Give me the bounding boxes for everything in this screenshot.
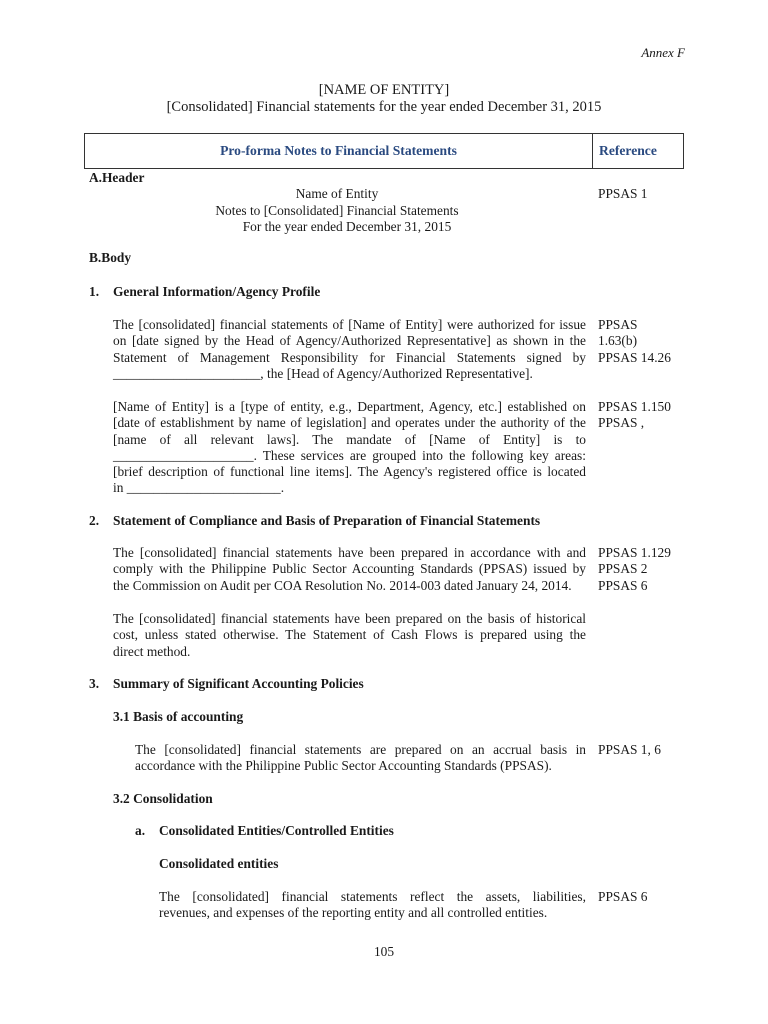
section-a-line-2: Notes to [Consolidated] Financial Statements — [215, 203, 459, 218]
paragraph-line: The [consolidated] financial statements of [Name of Entity] were authorized for issue — [113, 317, 586, 332]
section-3-number: 3. — [89, 676, 100, 691]
paragraph-line: [date of establishment by name of legislation] and operates under the authority of the — [113, 415, 586, 431]
document-subtitle: [Consolidated] Financial statements for the year ended December 31, 2015 — [166, 99, 602, 115]
reference-line: PPSAS 14.26 — [598, 349, 671, 365]
section-a-reference: PPSAS 1 — [598, 186, 648, 201]
reference-column-header: Reference — [599, 143, 657, 158]
annex-label: Annex F — [641, 45, 685, 60]
section-3-1-paragraph — [135, 742, 586, 775]
reference-line: PPSAS 6 — [598, 577, 648, 593]
section-a-label: A.Header — [89, 170, 145, 185]
reference-line: PPSAS , — [598, 415, 645, 431]
paragraph-line: _____________________. These services are grouped into the following key areas: — [113, 447, 586, 463]
reference-line: 1.63(b) — [598, 333, 638, 349]
section-1-paragraph-1 — [113, 317, 586, 382]
notes-table-header — [84, 133, 684, 169]
consolidated-entities-paragraph — [159, 889, 586, 922]
consolidated-entities-reference: PPSAS 6 — [598, 889, 648, 904]
section-1-number: 1. — [89, 284, 100, 299]
section-1-p2-references — [598, 399, 688, 432]
subsection-a-number: a. — [135, 823, 146, 838]
consolidated-entities-heading: Consolidated entities — [159, 856, 279, 871]
section-3-heading: Summary of Significant Accounting Policies — [113, 676, 364, 691]
paragraph-line: revenues, and expenses of the reporting entity and all controlled entities. — [159, 905, 548, 921]
section-a-line-3: For the year ended December 31, 2015 — [242, 219, 452, 234]
section-3-1-heading: 3.1 Basis of accounting — [113, 709, 244, 724]
reference-line: PPSAS 1.150 — [598, 399, 671, 414]
reference-line: PPSAS 1.129 — [598, 545, 671, 560]
paragraph-line: cost, unless stated otherwise. The Statement of Cash Flows is prepared using the — [113, 627, 586, 643]
notes-column-header: Pro-forma Notes to Financial Statements — [85, 134, 593, 168]
paragraph-line: [brief description of functional line items]. The Agency's registered office is located — [113, 464, 586, 480]
reference-line: PPSAS 2 — [598, 561, 648, 577]
paragraph-line: on [date signed by the Head of Agency/Authorized Representative] as shown in the — [113, 333, 586, 349]
section-2-heading: Statement of Compliance and Basis of Preparation of Financial Statements — [113, 513, 541, 528]
section-3-2-heading: 3.2 Consolidation — [113, 791, 213, 806]
paragraph-line: ______________________, the [Head of Agency/Authorized Representative]. — [113, 365, 533, 381]
section-b-label: B.Body — [89, 250, 132, 265]
paragraph-line: [Name of Entity] is a [type of entity, e.g., Department, Agency, etc.] established on — [113, 399, 586, 414]
section-2-p1-references — [598, 545, 688, 594]
section-1-heading: General Information/Agency Profile — [113, 284, 321, 299]
section-2-number: 2. — [89, 513, 100, 528]
paragraph-line: direct method. — [113, 643, 191, 659]
section-a-line-1: Name of Entity — [295, 186, 379, 201]
paragraph-line: in _______________________. — [113, 480, 285, 496]
paragraph-line: The [consolidated] financial statements reflect the assets, liabilities, — [159, 889, 586, 904]
paragraph-line: accordance with the Philippine Public Sector Accounting Standards (PPSAS). — [135, 758, 552, 774]
section-2-paragraph-2 — [113, 611, 586, 660]
section-3-1-reference: PPSAS 1, 6 — [598, 742, 661, 757]
subsection-a-heading: Consolidated Entities/Controlled Entities — [159, 823, 394, 838]
section-2-paragraph-1 — [113, 545, 586, 594]
paragraph-line: Statement of Management Responsibility for Financial Statements signed by — [113, 349, 586, 365]
paragraph-line: comply with the Philippine Public Sector Accounting Standards (PPSAS) issued by — [113, 561, 586, 577]
paragraph-line: [name of all relevant laws]. The mandate of [Name of Entity] is to — [113, 431, 586, 447]
page-number: 105 — [373, 944, 395, 959]
paragraph-line: The [consolidated] financial statements are prepared on an accrual basis in — [135, 742, 586, 757]
reference-line: PPSAS — [598, 317, 638, 332]
paragraph-line: The [consolidated] financial statements have been prepared on the basis of historical — [113, 611, 586, 626]
section-1-paragraph-2 — [113, 399, 586, 497]
section-1-p1-references — [598, 317, 688, 366]
entity-name-title: [NAME OF ENTITY] — [318, 82, 450, 98]
paragraph-line: The [consolidated] financial statements have been prepared in accordance with and — [113, 545, 586, 560]
paragraph-line: the Commission on Audit per COA Resolution No. 2014-003 dated January 24, 2014. — [113, 577, 572, 593]
